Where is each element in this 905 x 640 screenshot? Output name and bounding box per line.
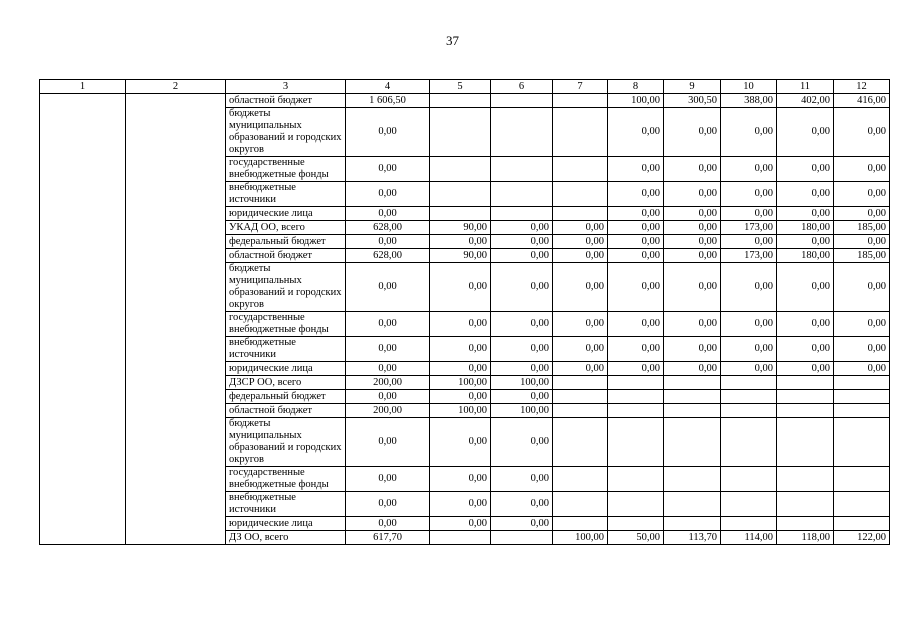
value-cell-c4: 200,00 <box>346 376 430 390</box>
value-cell-c6: 0,00 <box>491 337 553 362</box>
value-cell-c5: 0,00 <box>430 235 491 249</box>
value-cell-c5: 100,00 <box>430 376 491 390</box>
value-cell-c9 <box>664 404 721 418</box>
value-cell-c10 <box>721 404 777 418</box>
row-label: внебюджетные источники <box>226 337 346 362</box>
row-label: юридические лица <box>226 207 346 221</box>
table-body <box>40 94 890 545</box>
value-cell-c8: 0,00 <box>608 312 664 337</box>
value-cell-c10: 388,00 <box>721 94 777 108</box>
value-cell-c10: 0,00 <box>721 108 777 157</box>
row-label: УКАД ОО, всего <box>226 221 346 235</box>
value-cell-c11: 402,00 <box>777 94 834 108</box>
value-cell-c6: 0,00 <box>491 249 553 263</box>
value-cell-c4: 0,00 <box>346 207 430 221</box>
value-cell-c6 <box>491 182 553 207</box>
row-label: бюджеты муниципальных образований и городских округов <box>226 108 346 157</box>
value-cell-c6 <box>491 94 553 108</box>
value-cell-c8 <box>608 404 664 418</box>
value-cell-c8: 0,00 <box>608 249 664 263</box>
row-label: юридические лица <box>226 517 346 531</box>
value-cell-c12 <box>834 517 890 531</box>
value-cell-c6: 100,00 <box>491 404 553 418</box>
header-row <box>40 80 890 94</box>
value-cell-c6: 0,00 <box>491 221 553 235</box>
value-cell-c10: 114,00 <box>721 531 777 545</box>
value-cell-c12 <box>834 492 890 517</box>
value-cell-c11 <box>777 390 834 404</box>
column-header-11: 11 <box>777 80 834 94</box>
value-cell-c6: 0,00 <box>491 517 553 531</box>
column-header-10: 10 <box>721 80 777 94</box>
value-cell-c8: 50,00 <box>608 531 664 545</box>
value-cell-c9: 0,00 <box>664 207 721 221</box>
value-cell-c5: 0,00 <box>430 492 491 517</box>
value-cell-c9: 0,00 <box>664 182 721 207</box>
value-cell-c8: 0,00 <box>608 157 664 182</box>
row-label: федеральный бюджет <box>226 235 346 249</box>
value-cell-c5 <box>430 531 491 545</box>
value-cell-c11 <box>777 517 834 531</box>
value-cell-c7 <box>553 404 608 418</box>
value-cell-c11: 118,00 <box>777 531 834 545</box>
value-cell-c10: 0,00 <box>721 337 777 362</box>
value-cell-c12: 0,00 <box>834 108 890 157</box>
value-cell-c8 <box>608 517 664 531</box>
value-cell-c4: 617,70 <box>346 531 430 545</box>
value-cell-c7 <box>553 376 608 390</box>
value-cell-c11: 0,00 <box>777 207 834 221</box>
value-cell-c7: 0,00 <box>553 362 608 376</box>
value-cell-c12: 0,00 <box>834 263 890 312</box>
column-header-7: 7 <box>553 80 608 94</box>
value-cell-c10 <box>721 492 777 517</box>
value-cell-c7: 100,00 <box>553 531 608 545</box>
value-cell-c10 <box>721 467 777 492</box>
value-cell-c9: 0,00 <box>664 108 721 157</box>
value-cell-c4: 0,00 <box>346 467 430 492</box>
value-cell-c7 <box>553 517 608 531</box>
page-number: 37 <box>446 33 459 48</box>
value-cell-c11: 0,00 <box>777 157 834 182</box>
value-cell-c10: 0,00 <box>721 157 777 182</box>
value-cell-c12: 416,00 <box>834 94 890 108</box>
value-cell-c9: 0,00 <box>664 362 721 376</box>
value-cell-c8: 0,00 <box>608 182 664 207</box>
value-cell-c6: 0,00 <box>491 263 553 312</box>
row-label: федеральный бюджет <box>226 390 346 404</box>
value-cell-c5: 0,00 <box>430 390 491 404</box>
value-cell-c7 <box>553 390 608 404</box>
value-cell-c8: 0,00 <box>608 108 664 157</box>
value-cell-c7 <box>553 492 608 517</box>
value-cell-c5: 0,00 <box>430 263 491 312</box>
value-cell-c5: 0,00 <box>430 362 491 376</box>
column-header-9: 9 <box>664 80 721 94</box>
value-cell-c9 <box>664 517 721 531</box>
value-cell-c6 <box>491 207 553 221</box>
column-header-5: 5 <box>430 80 491 94</box>
value-cell-c12 <box>834 404 890 418</box>
value-cell-c12 <box>834 390 890 404</box>
value-cell-c4: 0,00 <box>346 362 430 376</box>
value-cell-c9: 0,00 <box>664 312 721 337</box>
value-cell-c4: 1 606,50 <box>346 94 430 108</box>
value-cell-c4: 628,00 <box>346 221 430 235</box>
value-cell-c6: 0,00 <box>491 467 553 492</box>
value-cell-c8 <box>608 467 664 492</box>
row-label: областной бюджет <box>226 94 346 108</box>
row-label: государственные внебюджетные фонды <box>226 157 346 182</box>
value-cell-c11: 0,00 <box>777 263 834 312</box>
value-cell-c8 <box>608 492 664 517</box>
value-cell-c4: 200,00 <box>346 404 430 418</box>
value-cell-c11: 0,00 <box>777 312 834 337</box>
value-cell-c7 <box>553 157 608 182</box>
value-cell-c8: 0,00 <box>608 263 664 312</box>
value-cell-c12: 0,00 <box>834 207 890 221</box>
value-cell-c6: 0,00 <box>491 418 553 467</box>
value-cell-c9: 0,00 <box>664 235 721 249</box>
value-cell-c12: 0,00 <box>834 337 890 362</box>
value-cell-c7 <box>553 418 608 467</box>
value-cell-c4: 0,00 <box>346 418 430 467</box>
value-cell-c4: 0,00 <box>346 182 430 207</box>
value-cell-c4: 0,00 <box>346 492 430 517</box>
value-cell-c11: 0,00 <box>777 362 834 376</box>
value-cell-c5 <box>430 108 491 157</box>
row-label: ДЗСР ОО, всего <box>226 376 346 390</box>
value-cell-c5: 0,00 <box>430 517 491 531</box>
value-cell-c9 <box>664 390 721 404</box>
value-cell-c12: 0,00 <box>834 182 890 207</box>
value-cell-c6 <box>491 531 553 545</box>
value-cell-c6: 100,00 <box>491 376 553 390</box>
value-cell-c8: 0,00 <box>608 235 664 249</box>
value-cell-c12: 185,00 <box>834 221 890 235</box>
value-cell-c4: 0,00 <box>346 337 430 362</box>
value-cell-c8 <box>608 418 664 467</box>
value-cell-c9: 0,00 <box>664 157 721 182</box>
value-cell-c6: 0,00 <box>491 492 553 517</box>
row-label: юридические лица <box>226 362 346 376</box>
value-cell-c7: 0,00 <box>553 337 608 362</box>
value-cell-c7 <box>553 207 608 221</box>
column-header-3: 3 <box>226 80 346 94</box>
value-cell-c12: 0,00 <box>834 235 890 249</box>
row-label: внебюджетные источники <box>226 182 346 207</box>
value-cell-c8: 0,00 <box>608 207 664 221</box>
value-cell-c7 <box>553 108 608 157</box>
column-header-1: 1 <box>40 80 126 94</box>
value-cell-c10: 0,00 <box>721 312 777 337</box>
value-cell-c10: 0,00 <box>721 182 777 207</box>
value-cell-c12 <box>834 418 890 467</box>
value-cell-c9: 0,00 <box>664 337 721 362</box>
value-cell-c7 <box>553 182 608 207</box>
value-cell-c6: 0,00 <box>491 235 553 249</box>
value-cell-c7 <box>553 467 608 492</box>
value-cell-c5 <box>430 157 491 182</box>
value-cell-c6: 0,00 <box>491 312 553 337</box>
value-cell-c12: 185,00 <box>834 249 890 263</box>
value-cell-c6: 0,00 <box>491 390 553 404</box>
value-cell-c9: 113,70 <box>664 531 721 545</box>
value-cell-c4: 0,00 <box>346 517 430 531</box>
value-cell-c6 <box>491 157 553 182</box>
value-cell-c5: 0,00 <box>430 337 491 362</box>
row-label: внебюджетные источники <box>226 492 346 517</box>
value-cell-c11 <box>777 467 834 492</box>
value-cell-c12: 0,00 <box>834 157 890 182</box>
value-cell-c5: 90,00 <box>430 221 491 235</box>
value-cell-c6: 0,00 <box>491 362 553 376</box>
value-cell-c5: 100,00 <box>430 404 491 418</box>
value-cell-c4: 0,00 <box>346 263 430 312</box>
value-cell-c10 <box>721 517 777 531</box>
value-cell-c11 <box>777 376 834 390</box>
value-cell-c5: 0,00 <box>430 312 491 337</box>
value-cell-c5 <box>430 207 491 221</box>
value-cell-c9 <box>664 492 721 517</box>
value-cell-c8: 0,00 <box>608 362 664 376</box>
value-cell-c10: 0,00 <box>721 362 777 376</box>
value-cell-c9: 0,00 <box>664 263 721 312</box>
value-cell-c7: 0,00 <box>553 221 608 235</box>
column-header-12: 12 <box>834 80 890 94</box>
value-cell-c4: 628,00 <box>346 249 430 263</box>
value-cell-c7: 0,00 <box>553 263 608 312</box>
value-cell-c8 <box>608 376 664 390</box>
value-cell-c9 <box>664 376 721 390</box>
value-cell-c6 <box>491 108 553 157</box>
value-cell-c12: 122,00 <box>834 531 890 545</box>
value-cell-c11: 0,00 <box>777 182 834 207</box>
value-cell-c8: 100,00 <box>608 94 664 108</box>
value-cell-c12: 0,00 <box>834 312 890 337</box>
value-cell-c12 <box>834 467 890 492</box>
value-cell-c8: 0,00 <box>608 337 664 362</box>
column-header-2: 2 <box>126 80 226 94</box>
value-cell-c10: 173,00 <box>721 221 777 235</box>
value-cell-c12: 0,00 <box>834 362 890 376</box>
row-label: бюджеты муниципальных образований и городских округов <box>226 418 346 467</box>
value-cell-c11 <box>777 418 834 467</box>
row-label: бюджеты муниципальных образований и городских округов <box>226 263 346 312</box>
value-cell-c7: 0,00 <box>553 235 608 249</box>
row-label: областной бюджет <box>226 249 346 263</box>
value-cell-c10 <box>721 376 777 390</box>
table-row <box>40 94 890 108</box>
value-cell-c9 <box>664 418 721 467</box>
row-label: государственные внебюджетные фонды <box>226 312 346 337</box>
value-cell-c9 <box>664 467 721 492</box>
value-cell-c10: 0,00 <box>721 263 777 312</box>
value-cell-c4: 0,00 <box>346 157 430 182</box>
value-cell-c11: 0,00 <box>777 337 834 362</box>
value-cell-c5: 0,00 <box>430 418 491 467</box>
value-cell-c11 <box>777 492 834 517</box>
column-header-4: 4 <box>346 80 430 94</box>
row-label: областной бюджет <box>226 404 346 418</box>
row-label: государственные внебюджетные фонды <box>226 467 346 492</box>
value-cell-c10 <box>721 390 777 404</box>
value-cell-c10: 0,00 <box>721 235 777 249</box>
value-cell-c4: 0,00 <box>346 108 430 157</box>
column-header-6: 6 <box>491 80 553 94</box>
value-cell-c9: 0,00 <box>664 249 721 263</box>
value-cell-c4: 0,00 <box>346 312 430 337</box>
value-cell-c10 <box>721 418 777 467</box>
value-cell-c8 <box>608 390 664 404</box>
value-cell-c4: 0,00 <box>346 235 430 249</box>
value-cell-c12 <box>834 376 890 390</box>
value-cell-c11: 180,00 <box>777 221 834 235</box>
value-cell-c11: 0,00 <box>777 235 834 249</box>
value-cell-c11: 0,00 <box>777 108 834 157</box>
value-cell-c5 <box>430 182 491 207</box>
value-cell-c7 <box>553 94 608 108</box>
budget-table <box>39 79 890 545</box>
value-cell-c9: 0,00 <box>664 221 721 235</box>
value-cell-c10: 0,00 <box>721 207 777 221</box>
value-cell-c5: 0,00 <box>430 467 491 492</box>
value-cell-c5: 90,00 <box>430 249 491 263</box>
value-cell-c7: 0,00 <box>553 249 608 263</box>
value-cell-c11: 180,00 <box>777 249 834 263</box>
value-cell-c4: 0,00 <box>346 390 430 404</box>
value-cell-c10: 173,00 <box>721 249 777 263</box>
value-cell-c8: 0,00 <box>608 221 664 235</box>
value-cell-c7: 0,00 <box>553 312 608 337</box>
column-header-8: 8 <box>608 80 664 94</box>
value-cell-c5 <box>430 94 491 108</box>
col-1-cell <box>40 94 126 545</box>
row-label: ДЗ ОО, всего <box>226 531 346 545</box>
value-cell-c9: 300,50 <box>664 94 721 108</box>
col-2-cell <box>126 94 226 545</box>
value-cell-c11 <box>777 404 834 418</box>
